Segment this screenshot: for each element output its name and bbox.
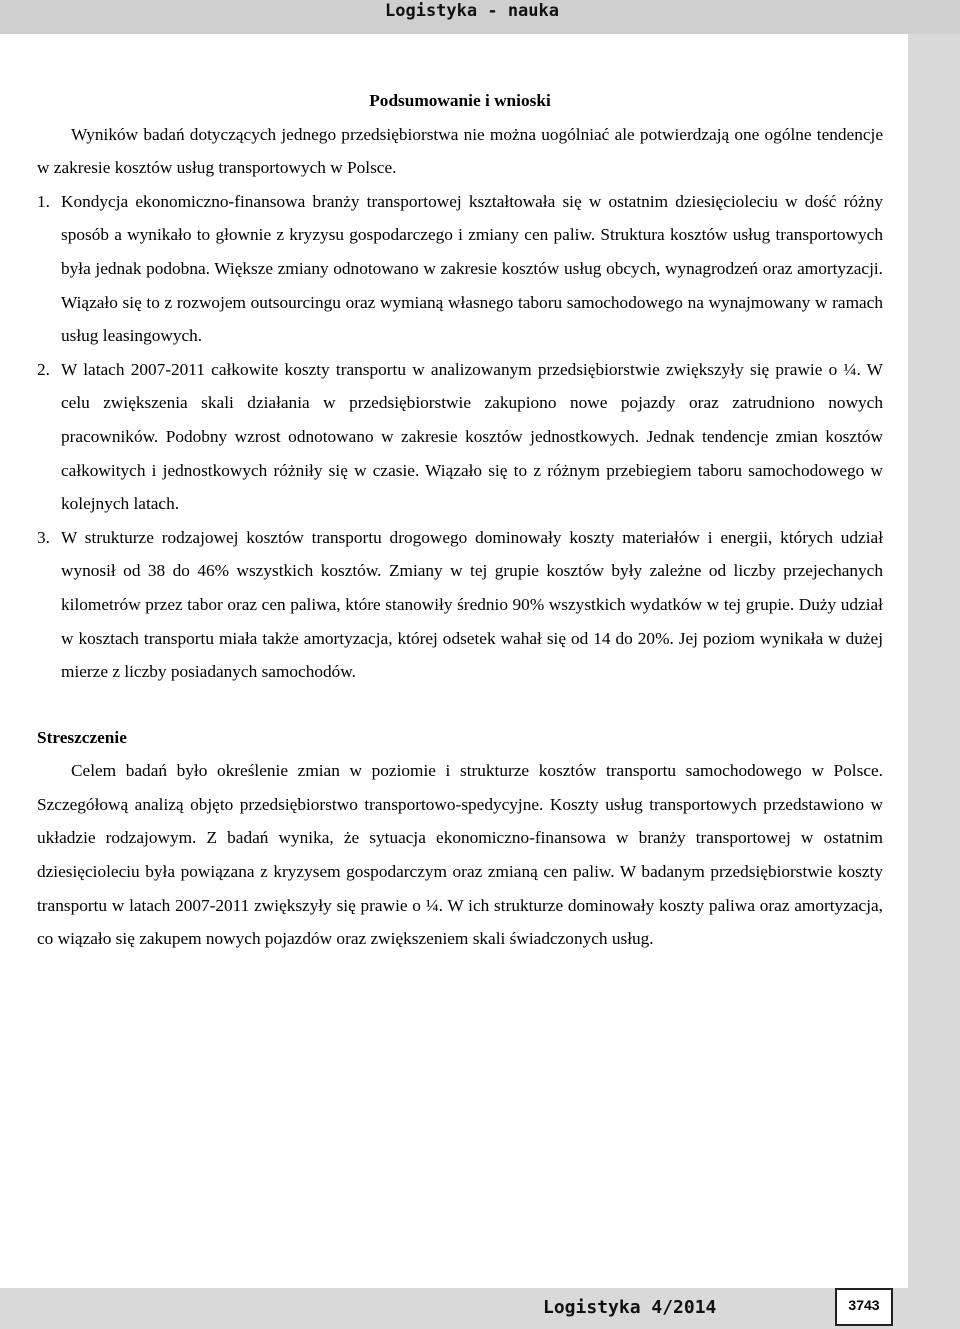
summary-item (37, 521, 883, 689)
summary-item (37, 353, 883, 521)
item-text: Kondycja ekonomiczno-finansowa branży transportowej kształtowała się w ostatnim dziesięcioleciu w dość różny sposób a wynikało to głownie z kryzysu gospodarczego i zmiany cen paliw. Struktura kosztów usług transportowych była jednak podobna. Większe zmiany odnotowano w zakresie kosztów usług obcych, wynagrodzeń oraz amortyzacji. Wiązało się to z rozwojem outsourcingu oraz wymianą własnego taboru samochodowego na wynajmowany w ramach usług leasingowych. (61, 191, 883, 346)
page-number: 3743 (835, 1288, 893, 1326)
document-content (37, 84, 883, 956)
item-text: W strukturze rodzajowej kosztów transportu drogowego dominowały koszty materiałów i energii, których udział wynosił od 38 do 46% wszystkich kosztów. Zmiany w tej grupie kosztów były zależne od liczby przejechanych kilometrów przez tabor oraz cen paliwa, które stanowiły średnio 90% wszystkich wydatków w tej grupie. Duży udział w kosztach transportu miała także amortyzacja, której odsetek wahał się od 14 do 20%. Jej poziom wynikała w dużej mierze z liczby posiadanych samochodów. (61, 527, 883, 682)
running-header-title: Logistyka - nauka (385, 1, 559, 21)
summary-intro: Wyników badań dotyczących jednego przedsiębiorstwa nie można uogólniać ale potwierdzają one ogólne tendencje w zakresie kosztów usług transportowych w Polsce. (37, 124, 883, 178)
item-number: 3. (37, 527, 50, 547)
item-text: W latach 2007-2011 całkowite koszty transportu w analizowanym przedsiębiorstwie zwiększyły się prawie o ¼. W celu zwiększenia skali działania w przedsiębiorstwie zakupiono nowe pojazdy oraz zatrudniono nowych pracowników. Podobny wzrost odnotowano w zakresie kosztów jednostkowych. Jednak tendencje zmian kosztów całkowitych i jednostkowych różniły się w czasie. Wiązało się to z różnym przebiegiem taboru samochodowego w kolejnych latach. (61, 359, 883, 514)
summary-heading: Podsumowanie i wnioski (369, 91, 551, 110)
item-number: 2. (37, 359, 50, 379)
item-number: 1. (37, 191, 50, 211)
summary-item (37, 185, 883, 353)
abstract-heading: Streszczenie (37, 727, 127, 747)
abstract-text: Celem badań było określenie zmian w poziomie i strukturze kosztów transportu samochodowego w Polsce. Szczegółową analizą objęto przedsiębiorstwo transportowo-spedycyjne. Koszty usług transportowych przedstawiono w układzie rodzajowym. Z badań wynika, że sytuacja ekonomiczno-finansowa w branży transportowej w ostatnim dziesięcioleciu była powiązana z kryzysem gospodarczym oraz zmianą cen paliw. W badanym przedsiębiorstwie koszty transportu w latach 2007-2011 zwiększyły się prawie o ¼. W ich strukturze dominowały koszty paliwa oraz amortyzacja, co wiązało się zakupem nowych pojazdów oraz zwiększeniem skali świadczonych usług. (37, 761, 883, 949)
footer-journal-title: Logistyka 4/2014 (543, 1297, 717, 1318)
section-spacer (37, 689, 883, 721)
